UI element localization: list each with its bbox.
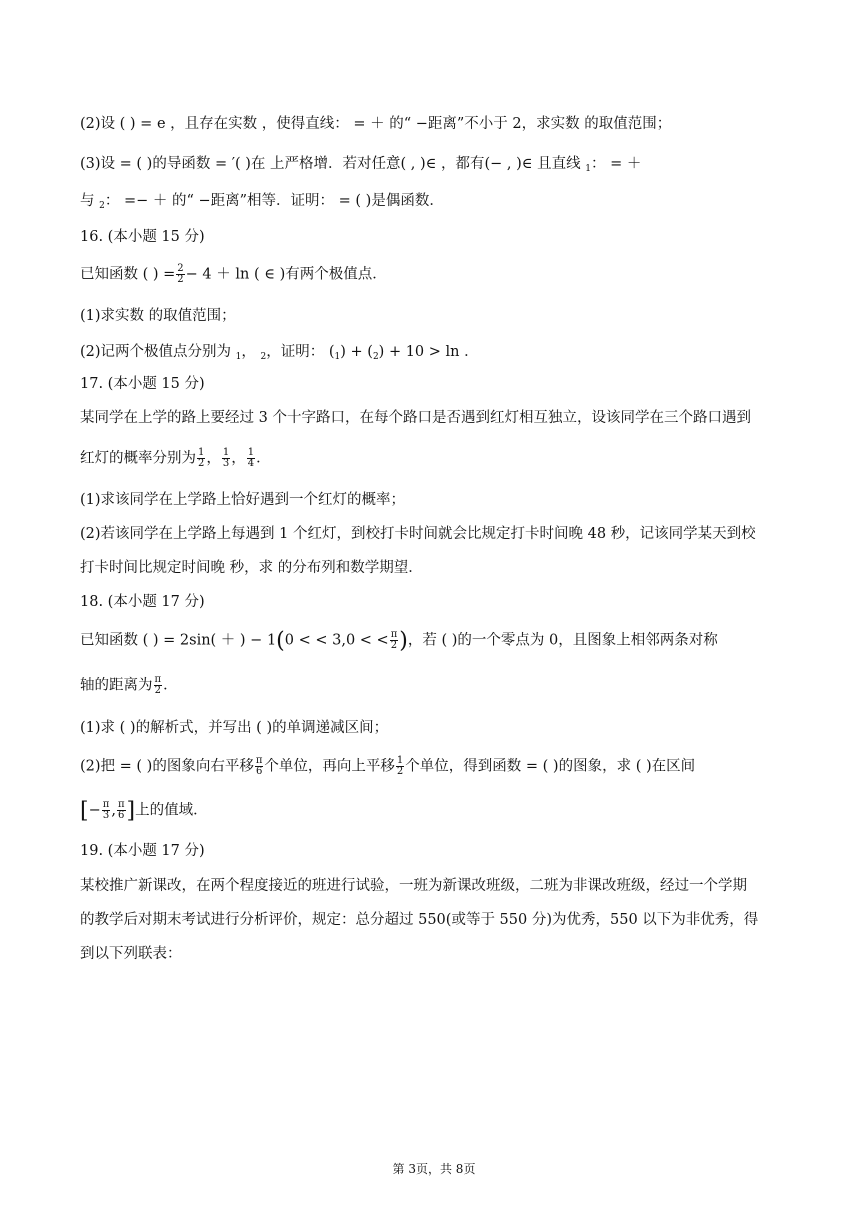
q18-header: 18. (本小题 17 分) [80,594,205,610]
q18-part1: (1)求 ( )的解析式，并写出 ( )的单调递减区间； [80,720,389,736]
q18-part2-end: 个单位，得到函数 = ( )的图象，求 ( )在区间 [405,758,696,775]
subscript: 1 [334,352,341,362]
paren-close: ) [399,628,408,654]
q18-part2 [80,756,695,777]
paren-open: ( [276,628,285,654]
q15-part3-line2-end: ： =− ＋ 的“ −距离”相等．证明： = ( )是偶函数． [104,193,444,209]
subscript: 2 [260,352,267,362]
fraction-denominator: 2 [390,640,398,651]
q17-stem-line2: 红灯的概率分别为 $\frac{1}{2}$ ， $\frac{1}{3}$ ， $\frac{1}{4}$ ． [80,447,271,469]
subscript: 2 [99,201,105,211]
q18-condition: 0 < < 3,0 < < [284,632,389,649]
q16-part2-start: (2)记两个极值点分别为 [80,344,232,360]
bracket-close: ] [126,798,136,824]
q16-part2-mid2: ) + ( [340,344,373,360]
q16-part1: (1)求实数 的取值范围； [80,308,236,324]
q16-stem-end: − 4 ＋ ln ( ∈ )有两个极值点． [185,266,387,283]
q18-stem-start: 已知函数 ( ) = 2sin( ＋ ) − 1 [80,632,277,649]
pi-fraction [154,675,163,696]
q18-interval-tail: 上的值域． [135,802,208,819]
fraction-numerator: 2 [177,263,184,274]
fraction-numerator: 1 [222,447,230,458]
q16-stem-start: 已知函数 ( ) = [80,266,176,283]
q19-line2: 的教学后对期末考试进行分析评价，规定：总分超过 550(或等于 550 分)为优秀，550 以下为非优秀，得 [80,912,759,928]
q18-part2-mid: 个单位，再向上平移 [264,758,395,775]
q15-part3-text: (3)设 = ( )的导函数 = ′( )在 上严格增．若对任意( , )∈ ，都有(− , )∈ 且直线 [80,156,581,172]
q17-header: 17. (本小题 15 分) [80,376,205,392]
fraction-denominator: 2 [177,274,184,285]
q15-part3-line2-start: 与 [80,193,95,209]
fraction-numerator: 1 [247,447,255,458]
probability-fraction [247,448,255,469]
fraction-numerator: π [117,799,125,810]
q18-part2-start: (2)把 = ( )的图象向右平移 [80,758,254,775]
subscript: 2 [372,352,379,362]
q16-part2-end: ) + 10 > ln ． [378,344,479,360]
probability-fraction [222,448,230,469]
fraction-numerator: 1 [198,447,205,458]
q18-stem-line2: 轴的距离为 $\frac{\pi}{2}$ ． [80,674,178,696]
fraction-denominator: 4 [247,458,255,469]
pi-fraction [117,800,126,821]
bracket-open: [ [80,798,89,824]
fraction-denominator: 6 [118,810,125,821]
q18-stem-end: ，若 ( )的一个零点为 0，且图象上相邻两条对称 [407,632,718,649]
probability-fraction [197,448,205,469]
q15-part2: (2)设 ( ) = e ，且存在实数 ，使得直线： = ＋ 的“ −距离”不小于 2，求实数 的取值范围； [80,116,672,132]
q16-part2-mid: ，证明： ( [266,344,335,360]
q18-stem [80,630,718,652]
q17-stem-line2-start: 红灯的概率分别为 [80,450,196,467]
fraction-numerator: 1 [396,755,404,766]
q15-part3-line1 [80,154,641,179]
subscript: 1 [235,352,242,362]
page-footer: 第 3页，共 8页 [392,1162,476,1176]
half-fraction [396,756,404,777]
q16-header: 16. (本小题 15 分) [80,229,205,245]
q18-interval: [− $\frac{\pi}{3}$ , $\frac{\pi}{6}$ ]上的值域． [80,798,208,824]
fraction-denominator: 2 [396,766,404,777]
fraction-numerator: π [154,674,162,685]
fraction-numerator: π [255,755,263,766]
q16-part2: (2)记两个极值点分别为 $_1$， $_2$，证明： $(_1) + (_2) + 10 > \ln$ ． [80,344,479,362]
subscript: 1 [585,164,591,174]
fraction-denominator: 2 [154,685,161,696]
q19-header: 19. (本小题 17 分) [80,843,205,859]
pi-fraction [390,630,399,651]
fraction-denominator: 3 [102,810,110,821]
fraction-numerator: π [390,629,398,640]
fraction-denominator: 2 [198,458,205,469]
q15-part3-line2 [80,191,444,216]
q19-line1: 某校推广新课改，在两个程度接近的班进行试验，一班为新课改班级，二班为非课改班级，经过一个学期 [80,878,747,894]
q18-stem-line2-text: 轴的距离为 [80,677,153,694]
pi-fraction [102,800,111,821]
q17-part2-line1: (2)若该同学在上学路上每遇到 1 个红灯，到校打卡时间就会比规定打卡时间晚 48 秒，记该同学某天到校 [80,526,756,542]
fraction-denominator: 6 [255,766,263,777]
fraction-denominator: 3 [222,458,230,469]
q15-part3-text-end: ： = ＋ [590,156,642,172]
q16-stem [80,264,387,285]
fraction-numerator: π [102,799,110,810]
q16-fraction [176,264,184,285]
q17-part2-line2: 打卡时间比规定时间晚 秒，求 的分布列和数学期望． [80,560,423,576]
q17-part1: (1)求该同学在上学路上恰好遇到一个红灯的概率； [80,492,406,508]
q19-line3: 到以下列联表： [80,946,182,962]
q17-stem-line1: 某同学在上学的路上要经过 3 个十字路口，在每个路口是否遇到红灯相互独立，设该同学在三个路口遇到 [80,410,751,426]
pi-fraction [255,756,264,777]
